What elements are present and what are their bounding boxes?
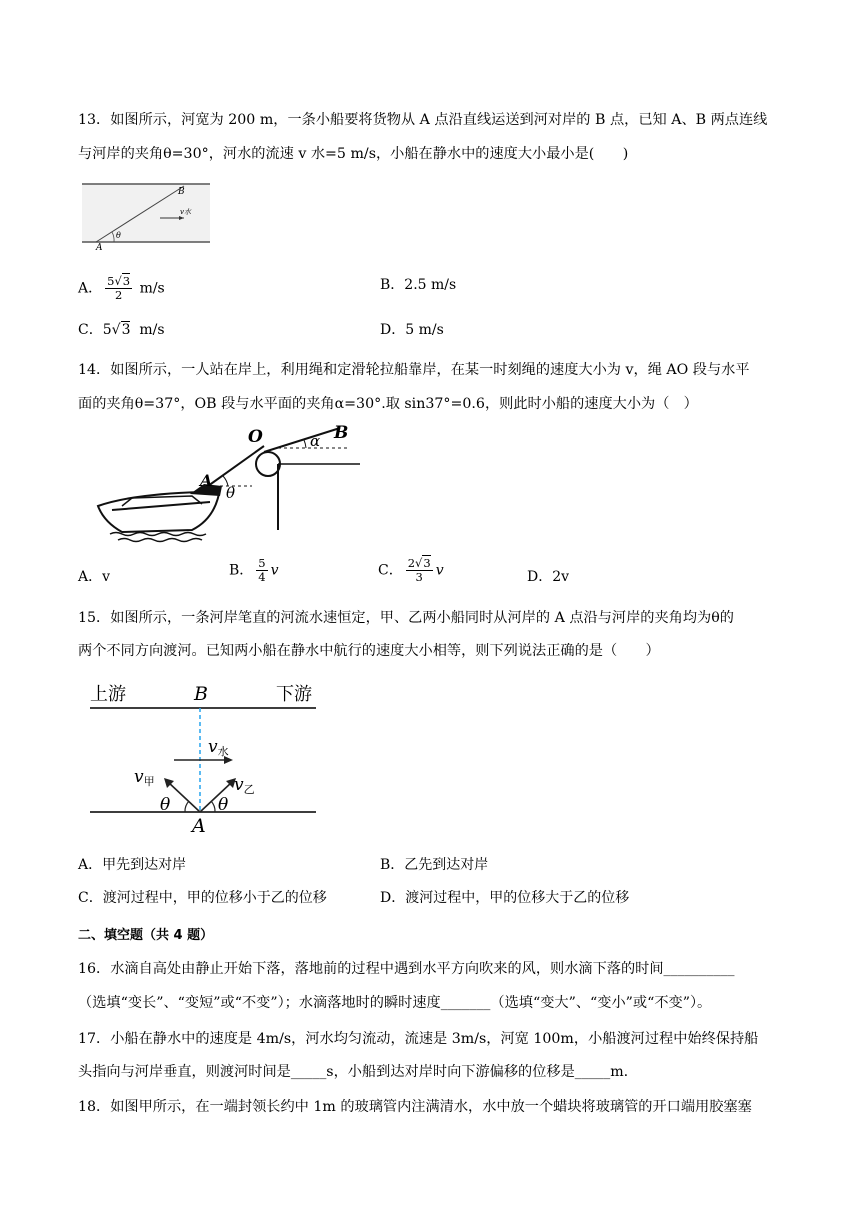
label-v-yi: v乙 [234,775,255,796]
label-B: B [178,187,185,197]
q14-line2: 面的夹角θ=37°，OB 段与水平面的夹角α=30°.取 sin37°=0.6，则此时小船的速度大小为（ ） [78,396,698,412]
label-theta: θ [226,484,236,502]
q13-option-a: A． $\frac{5√3}{2}$ m/s [78,274,165,302]
label-B: B [334,423,349,443]
label-A: A [200,471,213,490]
q14-option-c: C． $\frac{2√3}{3}$ v [378,556,444,584]
q13-option-c: C．5√3 m/s [78,322,165,338]
q14-line1: 14．如图所示，一人站在岸上，利用绳和定滑轮拉船靠岸，在某一时刻绳的速度大小为 v，绳 AO 段与水平 [78,362,750,378]
label-v-jia: v甲 [134,767,155,788]
q15-line2: 两个不同方向渡河。已知两小船在静水中航行的速度大小相等，则下列说法正确的是（ ） [78,643,660,659]
theta-arc-right [211,801,215,812]
label-theta-left: θ [160,795,171,815]
label-upstream: 上游 [90,684,126,705]
q13-line2: 与河岸的夹角θ=30°，河水的流速 v 水=5 m/s，小船在静水中的速度大小最小是( ) [78,146,629,162]
q14-option-a: A．v [78,569,111,585]
q14-option-d: D．2v [527,569,570,585]
label-v-water: v水 [180,208,191,216]
alpha-arc [304,440,306,448]
q15-line1: 15．如图所示，一条河岸笔直的河流水速恒定，甲、乙两小船同时从河岸的 A 点沿与河岸的夹角均为θ的 [78,610,734,626]
water-waves-2 [118,539,202,542]
q15-option-c: C．渡河过程中，甲的位移小于乙的位移 [78,890,327,906]
q15-option-a: A．甲先到达对岸 [78,857,187,873]
q13-option-d: D．5 m/s [380,322,444,338]
water-waves-1 [110,533,206,536]
q18-line1: 18．如图甲所示，在一端封领长约中 1m 的玻璃管内注满清水，水中放一个蜡块将玻璃管的开口端用胶塞塞 [78,1099,752,1115]
q16-line1: 16．水滴自高处由静止开始下落，落地前的过程中遇到水平方向吹来的风，则水滴下落的时间__________ [78,961,735,977]
label-downstream: 下游 [276,684,312,705]
q15-option-d: D．渡河过程中，甲的位移大于乙的位移 [380,890,630,906]
q17-line2: 头指向与河岸垂直，则渡河时间是_____s，小船到达对岸时向下游偏移的位移是_____m. [78,1064,629,1080]
theta-arc-left [185,801,189,812]
label-theta-right: θ [218,795,229,815]
v-jia-arrow [168,782,200,812]
label-v-water: v水 [208,737,229,758]
q13-line1: 13．如图所示，河宽为 200 m，一条小船要将货物从 A 点沿直线运送到河对岸的 B 点，已知 A、B 两点连线 [78,112,768,128]
q14-boat-pulley-diagram [92,418,382,548]
pulley-wheel [256,452,280,476]
section-heading: 二、填空题（共 4 题） [78,928,214,943]
label-B: B [194,683,208,705]
q15-option-b: B．乙先到达对岸 [380,857,489,873]
q16-line2: （选填“变长”、“变短”或“不变”）；水滴落地时的瞬时速度_______（选填“变大”、“变小”或“不变”）。 [78,995,712,1011]
label-theta: θ [116,231,121,240]
label-alpha: α [310,432,321,450]
label-A: A [96,243,103,250]
q13-option-b: B．2.5 m/s [380,277,457,293]
q15-river-diagram [88,678,320,836]
q17-line1: 17．小船在静水中的速度是 4m/s，河水均匀流动，流速是 3m/s，河宽 100m，小船渡河过程中始终保持船 [78,1031,759,1047]
q13-river-diagram [82,180,212,250]
label-O: O [248,427,263,447]
label-A: A [192,815,206,836]
q14-option-b: B． $\frac{5}{4}$ v [229,556,279,584]
